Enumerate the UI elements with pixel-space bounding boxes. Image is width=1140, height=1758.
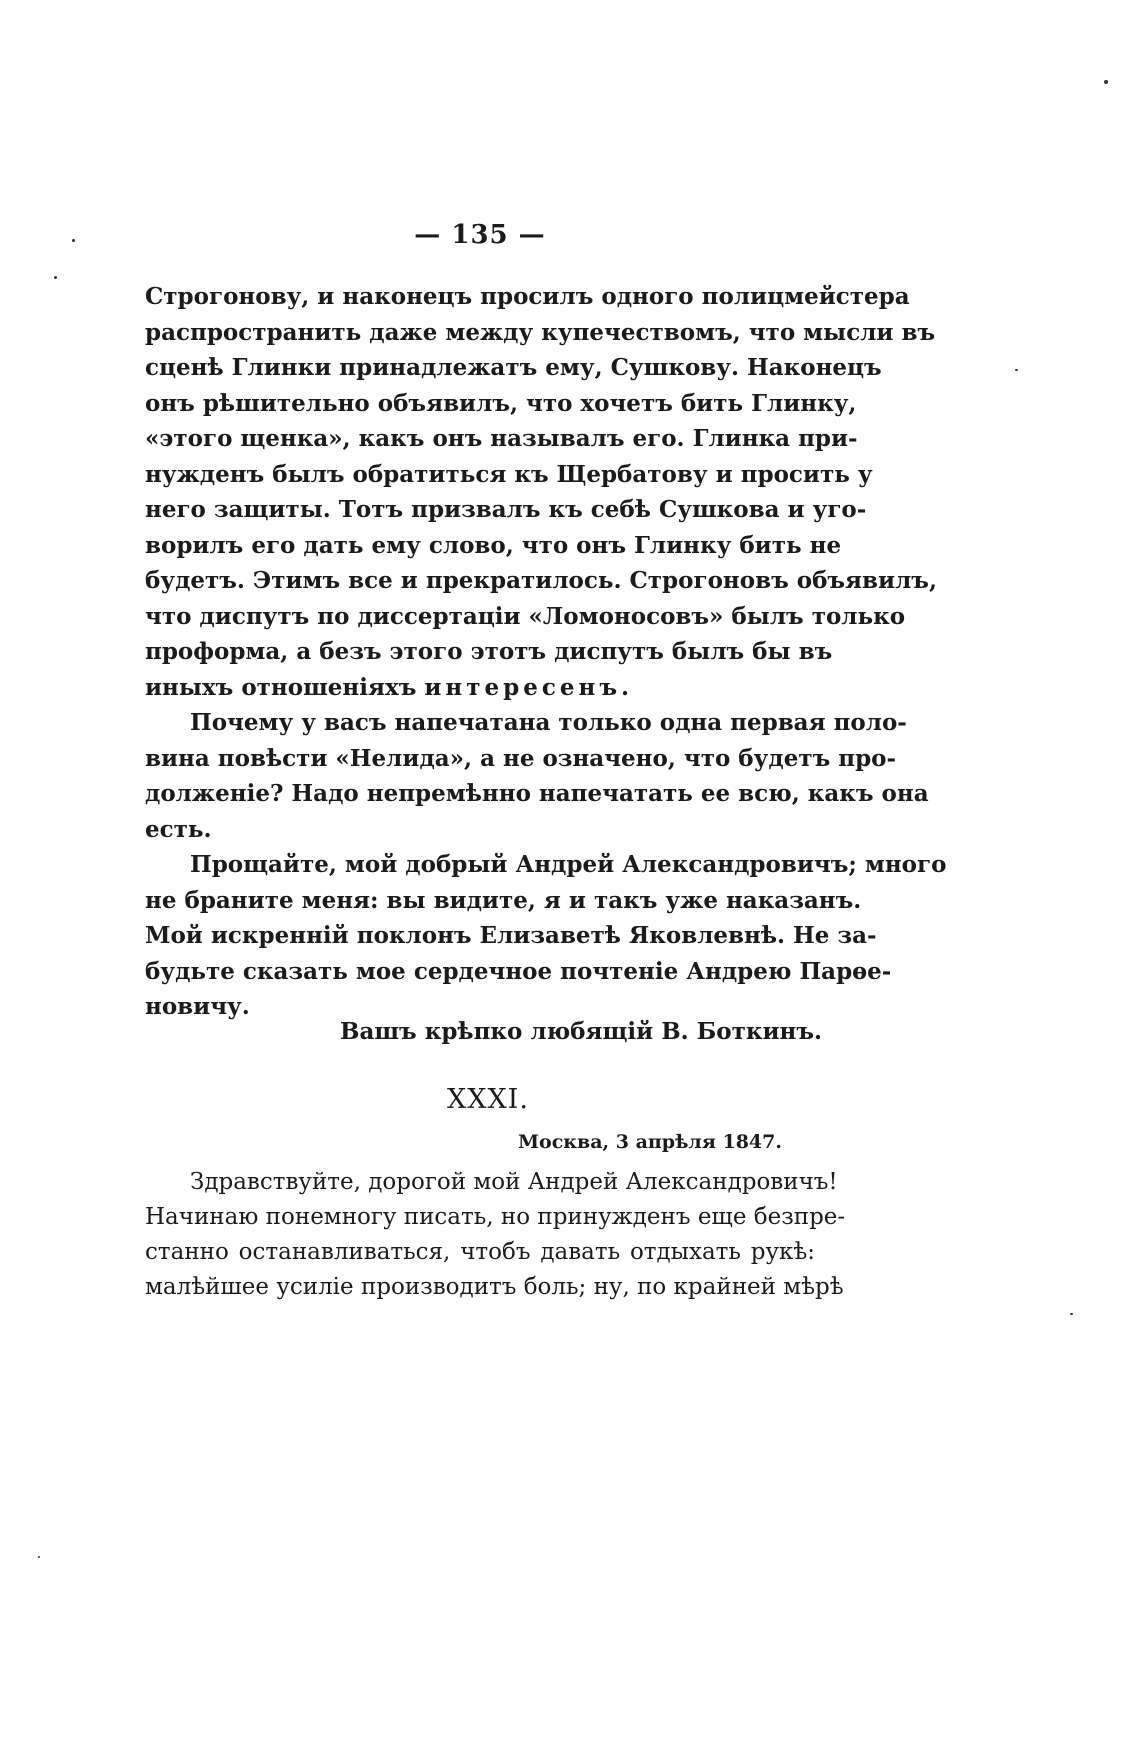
scan-speck [54, 276, 57, 279]
letter-body [145, 1165, 846, 1305]
scan-speck [38, 1556, 40, 1558]
text-line: Здравствуйте, дорогой мой Андрей Александровичъ! [190, 1169, 838, 1195]
text-line: долженіе? Надо непремѣнно напечатать ее всю, какъ она [145, 780, 929, 807]
text-line: вина повѣсти «Нелида», а не означено, что будетъ про- [145, 744, 897, 772]
page-number: — 135 — [414, 220, 546, 250]
text-line: малѣйшее усиліе производитъ боль; ну, по крайней мѣрѣ [145, 1274, 844, 1300]
text-line: нужденъ былъ обратиться къ Щербатову и просить у [145, 460, 873, 488]
letter-body [145, 279, 947, 1025]
text-line: ворилъ его дать ему слово, что онъ Глинку бить не [145, 531, 842, 559]
text-line: онъ рѣшительно объявилъ, что хочетъ бить Глинку, [145, 389, 857, 417]
text-line: есть. [145, 815, 212, 843]
text-line: будетъ. Этимъ все и прекратилось. Строгоновъ объявилъ, [145, 567, 937, 594]
paragraph [145, 705, 929, 847]
text-line: станно останавливаться, чтобъ давать отдыхать рукѣ: [145, 1239, 815, 1265]
scan-speck [1104, 80, 1108, 84]
scan-speck [72, 239, 75, 242]
text-line: «этого щенка», какъ онъ называлъ его. Глинка при- [145, 425, 858, 452]
letter-number-heading: XXXI. [447, 1084, 529, 1115]
text-line: Прощайте, мой добрый Андрей Александровичъ; много [190, 851, 947, 878]
paragraph [145, 847, 947, 1025]
text-line: него защиты. Тотъ призвалъ къ себѣ Сушкова и уго- [145, 496, 867, 523]
text-line: Почему у васъ напечатана только одна первая поло- [190, 709, 907, 736]
scan-speck [1015, 369, 1018, 371]
text-line: Начинаю понемногу писать, но принужденъ еще безпре- [145, 1204, 846, 1230]
text-line: будьте сказать мое сердечное почтеніе Андрею Парѳе- [145, 957, 892, 985]
text-line: не браните меня: вы видите, я и такъ уже наказанъ. [145, 886, 862, 914]
text-line: что диспутъ по диссертаціи «Ломоносовъ» былъ только [145, 602, 906, 630]
text-line: новичу. [145, 993, 250, 1020]
text-line [145, 670, 815, 706]
text-line: Строгонову, и наконецъ просилъ одного полицмейстера [145, 283, 910, 310]
text-fragment: иныхъ отношеніяхъ [145, 673, 425, 701]
text-line: сценѣ Глинки принадлежатъ ему, Сушкову. Наконецъ [145, 354, 882, 381]
signature: Вашъ крѣпко любящій В. Боткинъ. [340, 1018, 823, 1045]
spaced-emphasis: интересенъ. [424, 673, 633, 701]
scan-speck [1070, 1313, 1073, 1315]
text-line: проформа, а безъ этого этотъ диспутъ былъ бы въ [145, 638, 833, 665]
text-line: Мой искренній поклонъ Елизаветѣ Яковлевнѣ. Не за- [145, 922, 877, 949]
text-line: распространить даже между купечествомъ, что мысли въ [145, 318, 936, 346]
paragraph [145, 279, 937, 705]
dateline: Москва, 3 апрѣля 1847. [518, 1131, 782, 1153]
